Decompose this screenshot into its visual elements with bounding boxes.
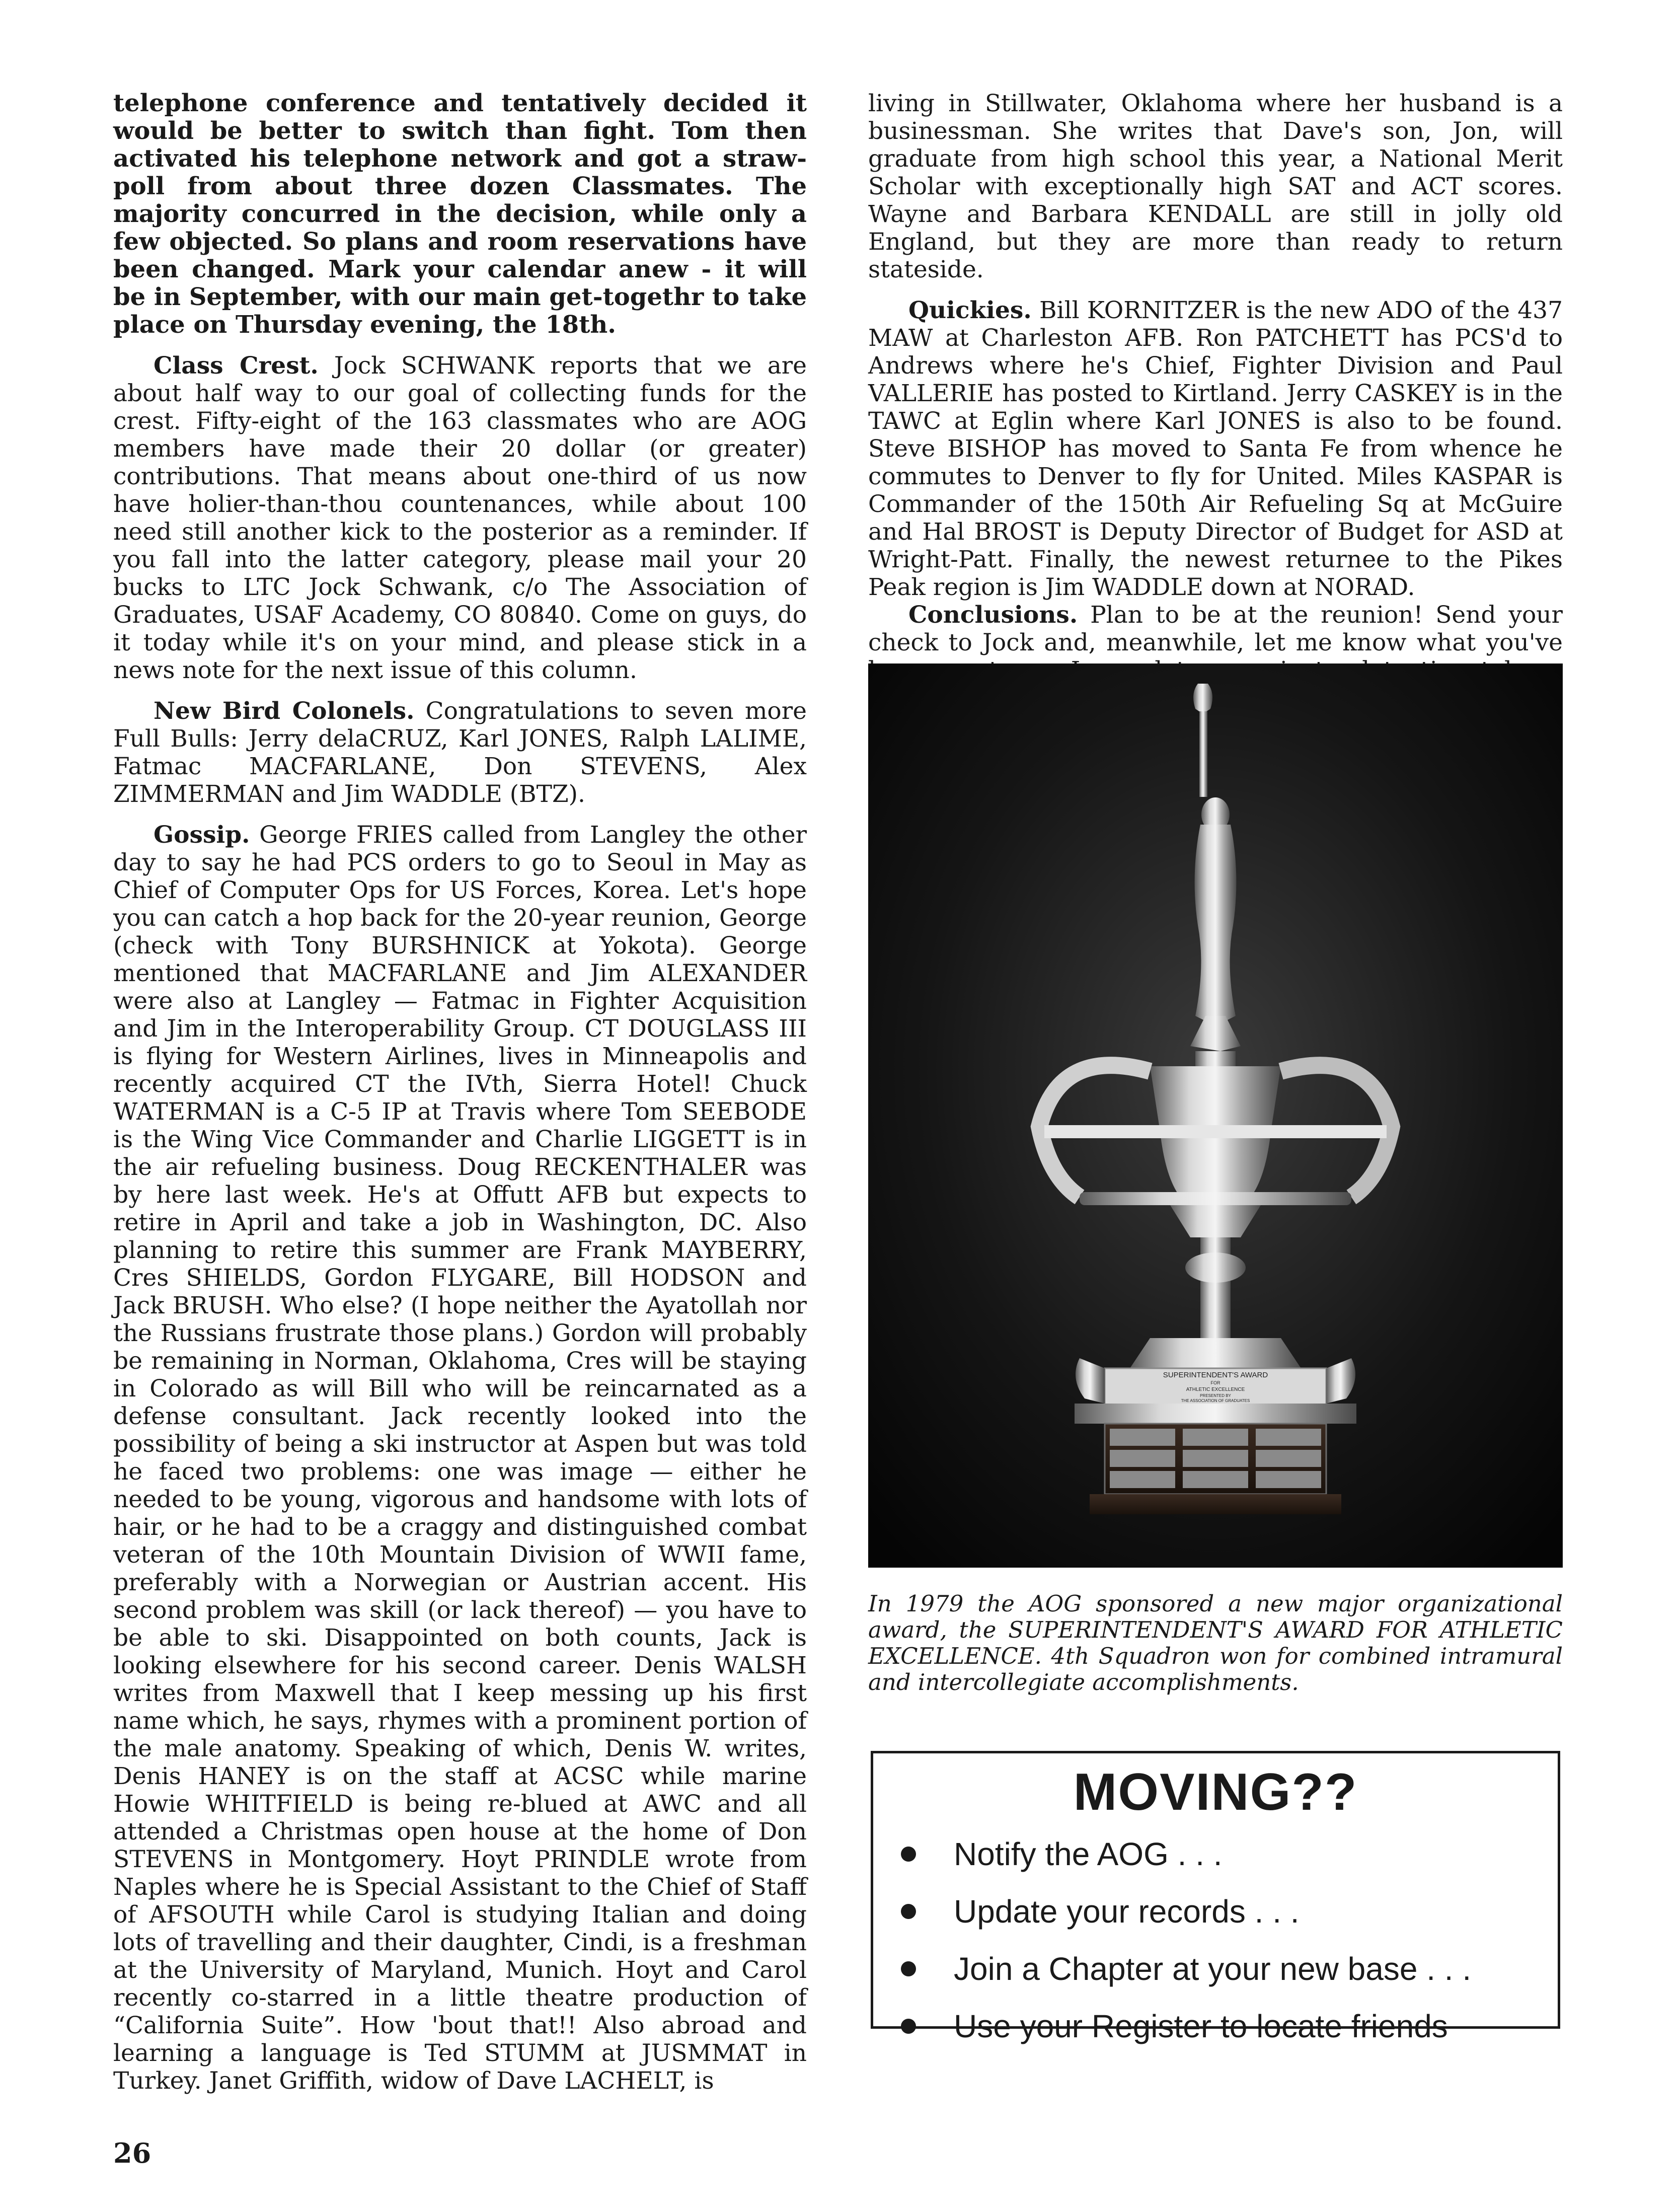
class-crest-heading: Class Crest. xyxy=(154,352,319,380)
moving-list-item xyxy=(901,1950,1558,1988)
trophy-base xyxy=(1075,1358,1356,1514)
bullet-icon xyxy=(901,1904,916,1919)
plaque-line-5: THE ASSOCIATION OF GRADUATES xyxy=(1181,1398,1250,1403)
quickies-heading: Quickies. xyxy=(908,297,1032,324)
bullet-icon xyxy=(901,1961,916,1976)
moving-title: MOVING?? xyxy=(1073,1763,1358,1821)
gossip-paragraph xyxy=(113,821,807,2095)
class-crest-paragraph xyxy=(113,352,807,684)
moving-list-item xyxy=(901,2007,1558,2045)
left-column xyxy=(113,90,807,2108)
bullet-icon xyxy=(901,1847,916,1862)
gossip-body: George FRIES called from Langley the other day to say he had PCS orders to go to Seoul in May as Chief of Computer Ops for US Forces, Korea. Let's hope you can catch a hop back for the 20-year reunion, George (check with Tony BURSHNICK at Yokota). George mentioned that MACFARLANE and Jim ALEXANDER were also at Langley — Fatmac in Fighter Acquisition and Jim in the Interoperability Group. CT DOUGLASS III is flying for Western Airlines, lives in Minneapolis and recently acquired CT the IVth, Sierra Hotel! Chuck WATERMAN is a C-5 IP at Travis where Tom SEEBODE is the Wing Vice Commander and Charlie LIGGETT is in the air refueling business. Doug RECKENTHALER was by here last week. He's at Offutt AFB but expects to retire in April and take a job in Washington, DC. Also planning to retire this summer are Frank MAYBERRY, Cres SHIELDS, Gordon FLYGARE, Bill HODSON and Jack BRUSH. Who else? (I hope neither the Ayatollah nor the Russians frustrate those plans.) Gordon will probably be remaining in Norman, Oklahoma, Cres will be staying in Colorado as will Bill who will be reincarnated as a defense consultant. Jack recently looked into the possibility of being a ski instructor at Aspen but was told he faced two problems: one was image — either he needed to be young, vigorous and handsome with lots of hair, or he had to be a craggy and distinguished combat veteran of the 10th Mountain Division of WWII fame, preferably with a Norwegian or Austrian accent. His second problem was skill (or lack thereof) — you have to be able to ski. Disappointed on both counts, Jack is looking elsewhere for his second career. Denis WALSH writes from Maxwell that I keep messing up his first name which, he says, rhymes with a prominent portion of the male anatomy. Speaking of which, Denis W. writes, Denis HANEY is on the staff at ACSC while marine Howie WHITFIELD is being re-blued at AWC and all attended a Christmas open house at the home of Don STEVENS in Montgomery. Hoyt PRINDLE wrote from Naples where he is Special Assistant to the Chief of Staff of AFSOUTH while Carol is studying Italian and doing lots of travelling and their daughter, Cindi, is a freshman at the University of Maryland, Munich. Hoyt and Carol recently co-starred in a little theatre production of “California Suite”. How 'bout that!! Also abroad and learning a language is Ted STUMM at JUSMMAT in Turkey. Janet Griffith, widow of Dave LACHELT, is xyxy=(113,821,807,2095)
continuation-paragraph: living in Stillwater, Oklahoma where her husband is a businessman. She writes that Dave's son, Jon, will graduate from high school this year, a National Merit Scholar with exceptionally high SAT and ACT scores. Wayne and Barbara KENDALL are still in jolly old England, but they are more than ready to return stateside. xyxy=(868,90,1563,283)
plaque-line-3: ATHLETIC EXCELLENCE xyxy=(1186,1387,1245,1392)
moving-item-text: Use your Register to locate friends xyxy=(954,2008,1448,2044)
plaque-line-2: FOR xyxy=(1210,1380,1220,1385)
plaque-line-4: PRESENTED BY xyxy=(1200,1393,1231,1398)
moving-box xyxy=(871,1751,1560,2044)
plaque-line-1: SUPERINTENDENT'S AWARD xyxy=(1163,1371,1268,1379)
reunion-intro-paragraph: telephone conference and tentatively decided it would be better to switch than fight. Tom then activated his telephone network and got a straw-poll from about three dozen Classmates. The majority concurred in the decision, while only a few objected. So plans and room reservations have been changed. Mark your calendar anew - it will be in September, with our main get-togethr to take place on Thursday evening, the 18th. xyxy=(113,89,807,339)
photo-caption: In 1979 the AOG sponsored a new major organizational award, the SUPERINTENDENT'S AWARD FOR ATHLETIC EXCELLENCE. 4th Squadron won for combined intramural and intercollegiate accomplishments. xyxy=(868,1590,1563,1695)
right-column xyxy=(868,90,1563,725)
gossip-heading: Gossip. xyxy=(154,821,250,849)
quickies-paragraph xyxy=(868,297,1563,601)
page-number: 26 xyxy=(113,2137,151,2169)
moving-item-text: Update your records . . . xyxy=(954,1893,1300,1930)
conclusions-body: Plan to be at the reunion! Send your check to Jock and, meanwhile, let me know what you've xyxy=(868,601,1563,656)
class-crest-body: Jock SCHWANK reports that we are about half way to our goal of collecting funds for the crest. Fifty-eight of the 163 classmates who are AOG members have made their 20 dollar (or greater) contributions. That means about one-third of us now have holier-than-thou countenances, while about 100 need still another kick to the posterior as a reminder. If you fall into the latter category, please mail your 20 bucks to LTC Jock Schwank, c/o The Association of Graduates, USAF Academy, CO 80840. Come on guys, do it today while it's on your mind, and please stick in a news note for the next issue of this column. xyxy=(113,352,807,684)
moving-item-text: Join a Chapter at your new base . . . xyxy=(954,1951,1472,1987)
new-bird-colonels-body: Congratulations to seven more Full Bulls: Jerry delaCRUZ, Karl JONES, Ralph LALIME, Fatmac MACFARLANE, Don STEVENS, Alex ZIMMERMAN and Jim WADDLE (BTZ). xyxy=(113,697,807,808)
moving-list-item xyxy=(901,1835,1558,1873)
moving-list-item xyxy=(901,1892,1558,1931)
trophy-illustration xyxy=(868,663,1563,1568)
bullet-icon xyxy=(901,2019,916,2034)
trophy-photo xyxy=(868,663,1563,1568)
moving-list xyxy=(873,1835,1558,2045)
moving-item-text: Notify the AOG . . . xyxy=(954,1836,1223,1872)
quickies-body: Bill KORNITZER is the new ADO of the 437 MAW at Charleston AFB. Ron PATCHETT has PCS'd to Andrews where he's Chief, Fighter Division and Paul VALLERIE has posted to Kirtland. Jerry CASKEY is in the TAWC at Eglin where Karl JONES is also to be found. Steve BISHOP has moved to Santa Fe from whence he commutes to Denver to fly for United. Miles KASPAR is Commander of the 150th Air Refueling Sq at McGuire and Hal BROST is Deputy Director of Budget for ASD at Wright-Patt. Finally, the newest returnee to the Pikes Peak region is Jim WADDLE down at NORAD. xyxy=(868,297,1563,601)
new-bird-colonels-heading: New Bird Colonels. xyxy=(154,697,415,725)
new-bird-colonels-paragraph xyxy=(113,697,807,808)
conclusions-heading: Conclusions. xyxy=(908,601,1078,629)
